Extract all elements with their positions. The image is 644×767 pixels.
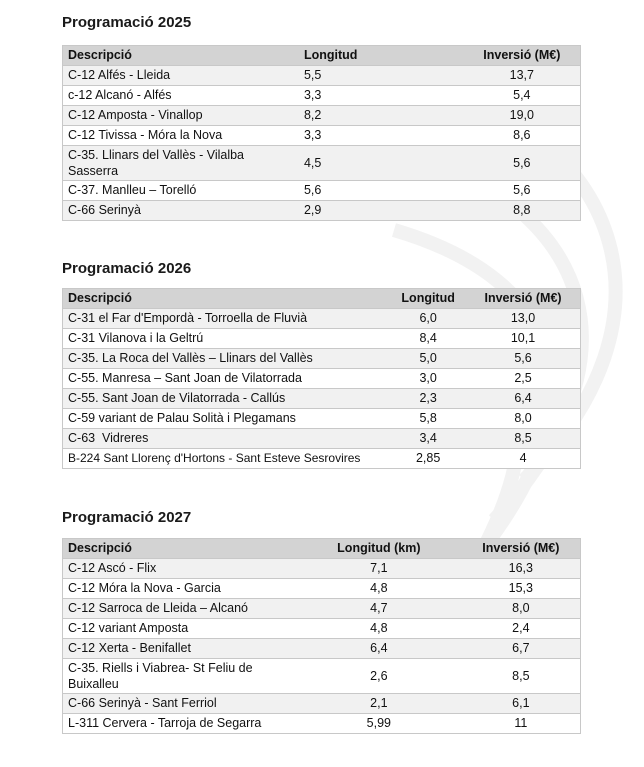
row-length: 5,5 [298, 66, 464, 86]
row-investment: 8,6 [464, 126, 581, 146]
row-description: L-311 Cervera - Tarroja de Segarra [63, 714, 297, 734]
row-investment: 13,7 [464, 66, 581, 86]
table-row [63, 389, 581, 409]
row-length: 4,8 [296, 619, 462, 639]
table-header-row [63, 46, 581, 66]
header-description: Descripció [63, 539, 297, 559]
row-length: 2,6 [296, 659, 462, 694]
row-length: 2,1 [296, 694, 462, 714]
row-investment: 8,0 [462, 599, 581, 619]
table-row [63, 146, 581, 181]
row-length: 2,85 [390, 449, 466, 469]
row-length: 7,1 [296, 559, 462, 579]
row-investment: 5,6 [466, 349, 580, 369]
table-row [63, 639, 581, 659]
table-row [63, 86, 581, 106]
table-2027 [62, 538, 581, 734]
table-2026 [62, 288, 581, 469]
table-2025 [62, 45, 581, 221]
row-length: 4,5 [298, 146, 464, 181]
row-length: 8,2 [298, 106, 464, 126]
row-length: 4,8 [296, 579, 462, 599]
row-description: C-37. Manlleu – Torelló [63, 181, 298, 201]
row-description: C-12 Amposta - Vinallop [63, 106, 298, 126]
row-investment: 6,7 [462, 639, 581, 659]
row-description: C-12 Alfés - Lleida [63, 66, 298, 86]
table-row [63, 126, 581, 146]
row-length: 8,4 [390, 329, 466, 349]
table-row [63, 694, 581, 714]
row-investment: 5,4 [464, 86, 581, 106]
row-investment: 2,4 [462, 619, 581, 639]
table-header-row [63, 539, 581, 559]
table-header-row [63, 289, 581, 309]
section-title-2026: Programació 2026 [62, 260, 192, 277]
table-row [63, 66, 581, 86]
row-description: C-31 Vilanova i la Geltrú [63, 329, 391, 349]
row-length: 2,9 [298, 201, 464, 221]
header-investment: Inversió (M€) [464, 46, 581, 66]
row-investment: 4 [466, 449, 580, 469]
row-investment: 8,5 [466, 429, 580, 449]
table-row [63, 106, 581, 126]
table-row [63, 659, 581, 694]
row-investment: 10,1 [466, 329, 580, 349]
section-title-2025: Programació 2025 [62, 14, 192, 31]
row-length: 3,0 [390, 369, 466, 389]
table-row [63, 409, 581, 429]
row-length: 4,7 [296, 599, 462, 619]
row-description: C-35. Llinars del Vallès - Vilalba Sasserra [63, 146, 298, 181]
table-row [63, 429, 581, 449]
table-row [63, 181, 581, 201]
table-row [63, 599, 581, 619]
table-row [63, 559, 581, 579]
row-investment: 19,0 [464, 106, 581, 126]
table-row [63, 619, 581, 639]
row-investment: 5,6 [464, 181, 581, 201]
header-investment: Inversió (M€) [466, 289, 580, 309]
row-description: C-12 Xerta - Benifallet [63, 639, 297, 659]
row-description: C-35. Riells i Viabrea- St Feliu de Buixalleu [63, 659, 297, 694]
header-description: Descripció [63, 289, 391, 309]
row-investment: 8,5 [462, 659, 581, 694]
row-length: 6,0 [390, 309, 466, 329]
row-description: C-66 Serinyà - Sant Ferriol [63, 694, 297, 714]
header-length: Longitud [298, 46, 464, 66]
table-row [63, 329, 581, 349]
row-description: B-224 Sant Llorenç d'Hortons - Sant Esteve Sesrovires [63, 449, 391, 469]
row-description: C-12 Móra la Nova - Garcia [63, 579, 297, 599]
row-length: 3,3 [298, 126, 464, 146]
row-length: 5,99 [296, 714, 462, 734]
table-row [63, 369, 581, 389]
table-row [63, 309, 581, 329]
row-description: C-12 Tivissa - Móra la Nova [63, 126, 298, 146]
row-description: C-66 Serinyà [63, 201, 298, 221]
row-investment: 11 [462, 714, 581, 734]
header-length: Longitud (km) [296, 539, 462, 559]
row-length: 2,3 [390, 389, 466, 409]
row-investment: 8,0 [466, 409, 580, 429]
table-row [63, 579, 581, 599]
section-title-2027: Programació 2027 [62, 509, 192, 526]
table-row [63, 349, 581, 369]
row-description: C-12 variant Amposta [63, 619, 297, 639]
table-row [63, 201, 581, 221]
row-length: 5,0 [390, 349, 466, 369]
row-description: C-31 el Far d'Empordà - Torroella de Fluvià [63, 309, 391, 329]
row-description: c-12 Alcanó - Alfés [63, 86, 298, 106]
row-investment: 5,6 [464, 146, 581, 181]
row-investment: 16,3 [462, 559, 581, 579]
row-length: 3,4 [390, 429, 466, 449]
row-length: 5,8 [390, 409, 466, 429]
row-description: C-35. La Roca del Vallès – Llinars del Vallès [63, 349, 391, 369]
row-length: 6,4 [296, 639, 462, 659]
row-description: C-12 Ascó - Flix [63, 559, 297, 579]
row-investment: 6,4 [466, 389, 580, 409]
row-description: C-55. Sant Joan de Vilatorrada - Callús [63, 389, 391, 409]
row-description: C-59 variant de Palau Solità i Plegamans [63, 409, 391, 429]
row-description: C-12 Sarroca de Lleida – Alcanó [63, 599, 297, 619]
row-description: C-55. Manresa – Sant Joan de Vilatorrada [63, 369, 391, 389]
table-row [63, 449, 581, 469]
table-row [63, 714, 581, 734]
row-length: 5,6 [298, 181, 464, 201]
row-investment: 15,3 [462, 579, 581, 599]
header-length: Longitud [390, 289, 466, 309]
row-investment: 13,0 [466, 309, 580, 329]
row-investment: 8,8 [464, 201, 581, 221]
header-investment: Inversió (M€) [462, 539, 581, 559]
row-investment: 2,5 [466, 369, 580, 389]
row-length: 3,3 [298, 86, 464, 106]
row-description: C-63 Vidreres [63, 429, 391, 449]
row-investment: 6,1 [462, 694, 581, 714]
header-description: Descripció [63, 46, 298, 66]
